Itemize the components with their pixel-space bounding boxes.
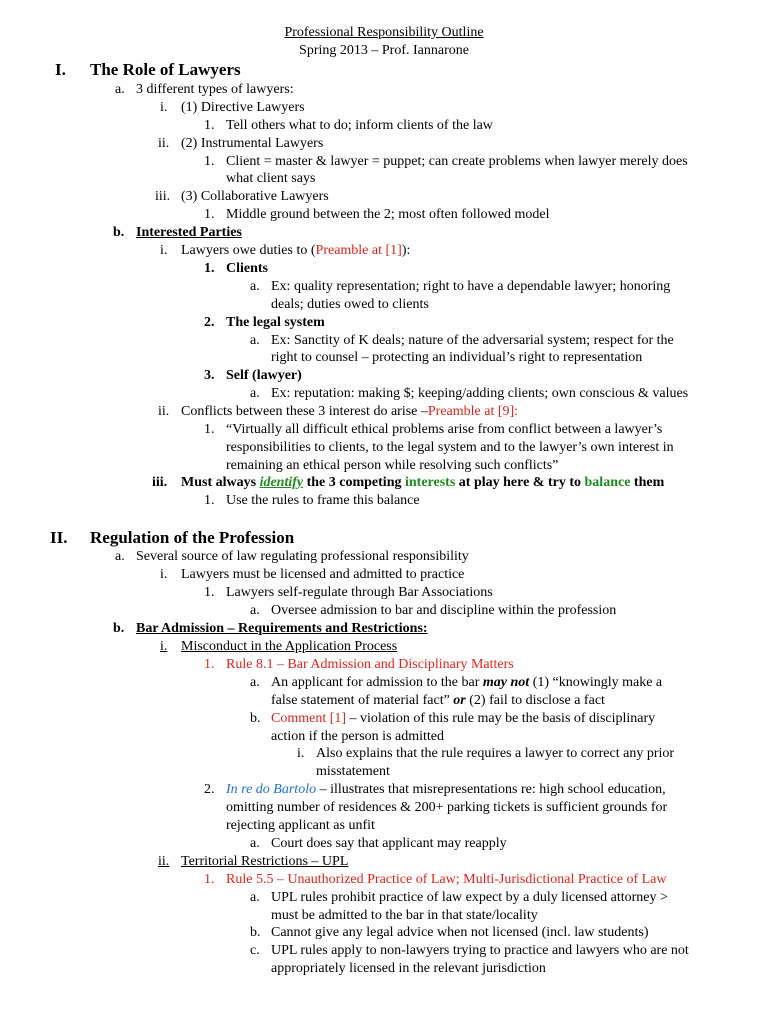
outline-marker: i. (160, 243, 168, 258)
emphasis-identify: identify (259, 475, 304, 490)
outline-marker: ii. (158, 854, 170, 869)
outline-text: misstatement (316, 764, 390, 779)
subheading: Interested Parties (136, 225, 242, 240)
outline-text: Use the rules to frame this balance (226, 493, 420, 508)
outline-text: The legal system (226, 315, 325, 330)
outline-text: must be admitted to the bar in that state/locality (271, 908, 538, 923)
outline-text: (1) Directive Lawyers (181, 100, 305, 115)
outline-text: Ex: reputation: making $; keeping/adding clients; own conscious & values (271, 386, 689, 401)
outline-marker: a. (250, 675, 260, 690)
outline-marker: 1. (204, 493, 215, 508)
outline-marker: i. (160, 639, 168, 654)
outline-text: Client = master & lawyer = puppet; can create problems when lawyer merely does (226, 154, 688, 169)
outline-marker: 1. (204, 422, 215, 437)
outline-text: Conflicts between these 3 interest do arise –Preamble at [9]: (181, 404, 519, 419)
outline-marker: b. (250, 925, 261, 940)
outline-text: Lawyers owe duties to (Preamble at [1]): (181, 243, 411, 258)
outline-text: Court does say that applicant may reapply (271, 836, 507, 851)
outline-text: Middle ground between the 2; most often followed model (226, 207, 550, 222)
outline-marker: 1. (204, 154, 215, 169)
outline-text: Ex: Sanctity of K deals; nature of the adversarial system; respect for the (271, 333, 674, 348)
outline-text: UPL rules prohibit practice of law expect by a duly licensed attorney > (271, 890, 668, 905)
outline-text: (3) Collaborative Lawyers (181, 189, 329, 204)
outline-marker: a. (250, 333, 260, 348)
outline-marker: 1. (204, 585, 215, 600)
outline-marker: 1. (204, 261, 215, 276)
outline-marker: 3. (204, 368, 215, 383)
outline-marker: i. (160, 100, 168, 115)
outline-marker: ii. (158, 404, 170, 419)
section-number: I. (55, 60, 66, 79)
outline-text: In re do Bartolo – illustrates that misrepresentations re: high school education, (226, 782, 666, 797)
rule-citation: Preamble at [1] (315, 243, 402, 258)
outline-marker: b. (113, 225, 125, 240)
outline-text: Several source of law regulating professional responsibility (136, 549, 469, 564)
outline-marker: a. (250, 890, 260, 905)
outline-marker: 1. (204, 657, 215, 672)
outline-text: Ex: quality representation; right to have a dependable lawyer; honoring (271, 279, 671, 294)
outline-marker: a. (250, 836, 260, 851)
outline-text: UPL rules apply to non-lawyers trying to practice and lawyers who are not (271, 943, 689, 958)
outline-text: responsibilities to clients, to the legal system and to the lawyer’s own interest in (226, 440, 674, 455)
outline-marker: a. (115, 82, 125, 97)
outline-text: right to counsel – protecting an individual’s right to representation (271, 350, 643, 365)
outline-marker: iii. (155, 189, 171, 204)
document-title: Professional Responsibility Outline (284, 25, 484, 40)
rule-citation: Preamble at [9]: (427, 404, 519, 419)
outline-text: An applicant for admission to the bar may not (1) “knowingly make a (271, 675, 663, 690)
outline-text: Tell others what to do; inform clients of the law (226, 118, 493, 133)
outline-text: deals; duties owed to clients (271, 297, 429, 312)
outline-marker: iii. (152, 475, 168, 490)
section-heading: The Role of Lawyers (90, 60, 241, 79)
section-heading: Regulation of the Profession (90, 528, 295, 547)
outline-marker: ii. (158, 136, 170, 151)
emphasis-interests: interests (405, 475, 456, 490)
document-subtitle: Spring 2013 – Prof. Iannarone (299, 43, 469, 58)
outline-marker: b. (250, 711, 261, 726)
outline-marker: 2. (204, 315, 215, 330)
outline-text: “Virtually all difficult ethical problems arise from conflict between a lawyer’s (226, 422, 663, 437)
outline-text: Comment [1] – violation of this rule may be the basis of disciplinary (271, 711, 656, 726)
rule-heading: Rule 8.1 – Bar Admission and Disciplinary Matters (226, 657, 514, 672)
outline-marker: i. (297, 746, 305, 761)
outline-marker: b. (113, 621, 125, 636)
outline-text: omitting number of residences & 200+ parking tickets is sufficient grounds for (226, 800, 668, 815)
outline-text: Must always identify the 3 competing interests at play here & try to balance them (181, 475, 665, 490)
outline-text: Misconduct in the Application Process (181, 639, 398, 654)
rule-heading: Rule 5.5 – Unauthorized Practice of Law; Multi-Jurisdictional Practice of Law (226, 872, 667, 887)
outline-marker: a. (250, 386, 260, 401)
outline-marker: a. (115, 549, 125, 564)
outline-text: remaining an ethical person while resolving such conflicts” (226, 458, 559, 473)
outline-text: Lawyers must be licensed and admitted to practice (181, 567, 465, 582)
outline-text: Oversee admission to bar and discipline within the profession (271, 603, 617, 618)
outline-text: 3 different types of lawyers: (136, 82, 294, 97)
outline-text: rejecting applicant as unfit (226, 818, 375, 833)
outline-marker: a. (250, 603, 260, 618)
outline-marker: c. (250, 943, 260, 958)
rule-citation: Comment [1] (271, 711, 347, 726)
outline-marker: 2. (204, 782, 215, 797)
outline-marker: 1. (204, 207, 215, 222)
outline-text: Also explains that the rule requires a lawyer to correct any prior (316, 746, 675, 761)
section-number: II. (50, 528, 68, 547)
subheading: Bar Admission – Requirements and Restrictions: (136, 621, 428, 636)
outline-marker: 1. (204, 118, 215, 133)
outline-marker: a. (250, 279, 260, 294)
outline-text: appropriately licensed in the relevant jurisdiction (271, 961, 546, 976)
outline-text: action if the person is admitted (271, 729, 445, 744)
outline-text: false statement of material fact” or (2) fail to disclose a fact (271, 693, 605, 708)
outline-text: Self (lawyer) (226, 368, 302, 383)
outline-text: Lawyers self-regulate through Bar Associations (226, 585, 493, 600)
outline-text: (2) Instrumental Lawyers (181, 136, 324, 151)
case-citation: In re do Bartolo (226, 782, 317, 797)
outline-text: Clients (226, 261, 268, 276)
outline-text: Cannot give any legal advice when not licensed (incl. law students) (271, 925, 649, 940)
outline-marker: i. (160, 567, 168, 582)
outline-marker: 1. (204, 872, 215, 887)
emphasis-balance: balance (584, 475, 631, 490)
outline-text: what client says (226, 171, 316, 186)
outline-text: Territorial Restrictions – UPL (181, 854, 349, 869)
